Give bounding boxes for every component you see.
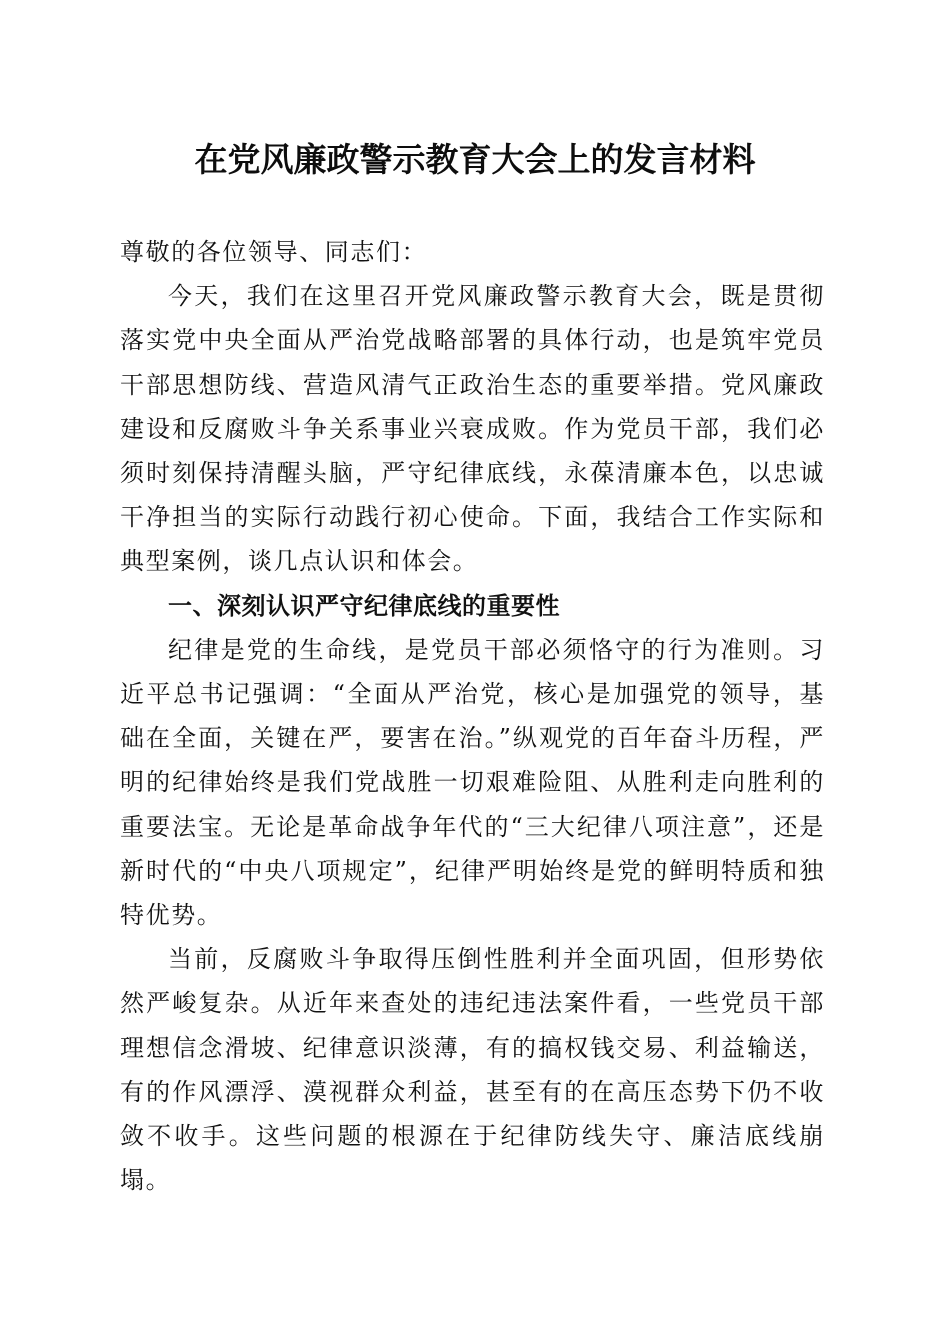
salutation: 尊敬的各位领导、同志们： [120,238,428,266]
document-title: 在党风廉政警示教育大会上的发言材料 [194,140,756,179]
intro-paragraph: 今天，我们在这里召开党风廉政警示教育大会，既是贯彻落实党中央全面从严治党战略部署的具体行动，也是筑牢党员干部思想防线、营造风清气正政治生态的重要举措。党风廉政建设和反腐败斗争关系事业兴衰成败。作为党员干部，我们必须时刻保持清醒头脑，严守纪律底线，永葆清廉本色，以忠诚干净担当的实际行动践行初心使命。下面，我结合工作实际和典型案例，谈几点认识和体会。 [120,282,825,576]
document-body [120,230,825,1202]
section-paragraph-2: 当前，反腐败斗争取得压倒性胜利并全面巩固，但形势依然严峻复杂。从近年来查处的违纪违法案件看，一些党员干部理想信念滑坡、纪律意识淡薄，有的搞权钱交易、利益输送，有的作风漂浮、漠视群众利益，甚至有的在高压态势下仍不收敛不收手。这些问题的根源在于纪律防线失守、廉洁底线崩塌。 [120,945,825,1195]
section-heading: 一、深刻认识严守纪律底线的重要性 [168,591,560,620]
section-paragraph-1: 纪律是党的生命线，是党员干部必须恪守的行为准则。习近平总书记强调：“全面从严治党，核心是加强党的领导，基础在全面，关键在严，要害在治。”纵观党的百年奋斗历程，严明的纪律始终是我们党战胜一切艰难险阻、从胜利走向胜利的重要法宝。无论是革命战争年代的“三大纪律八项注意”，还是新时代的“中央八项规定”，纪律严明始终是党的鲜明特质和独特优势。 [120,635,825,930]
